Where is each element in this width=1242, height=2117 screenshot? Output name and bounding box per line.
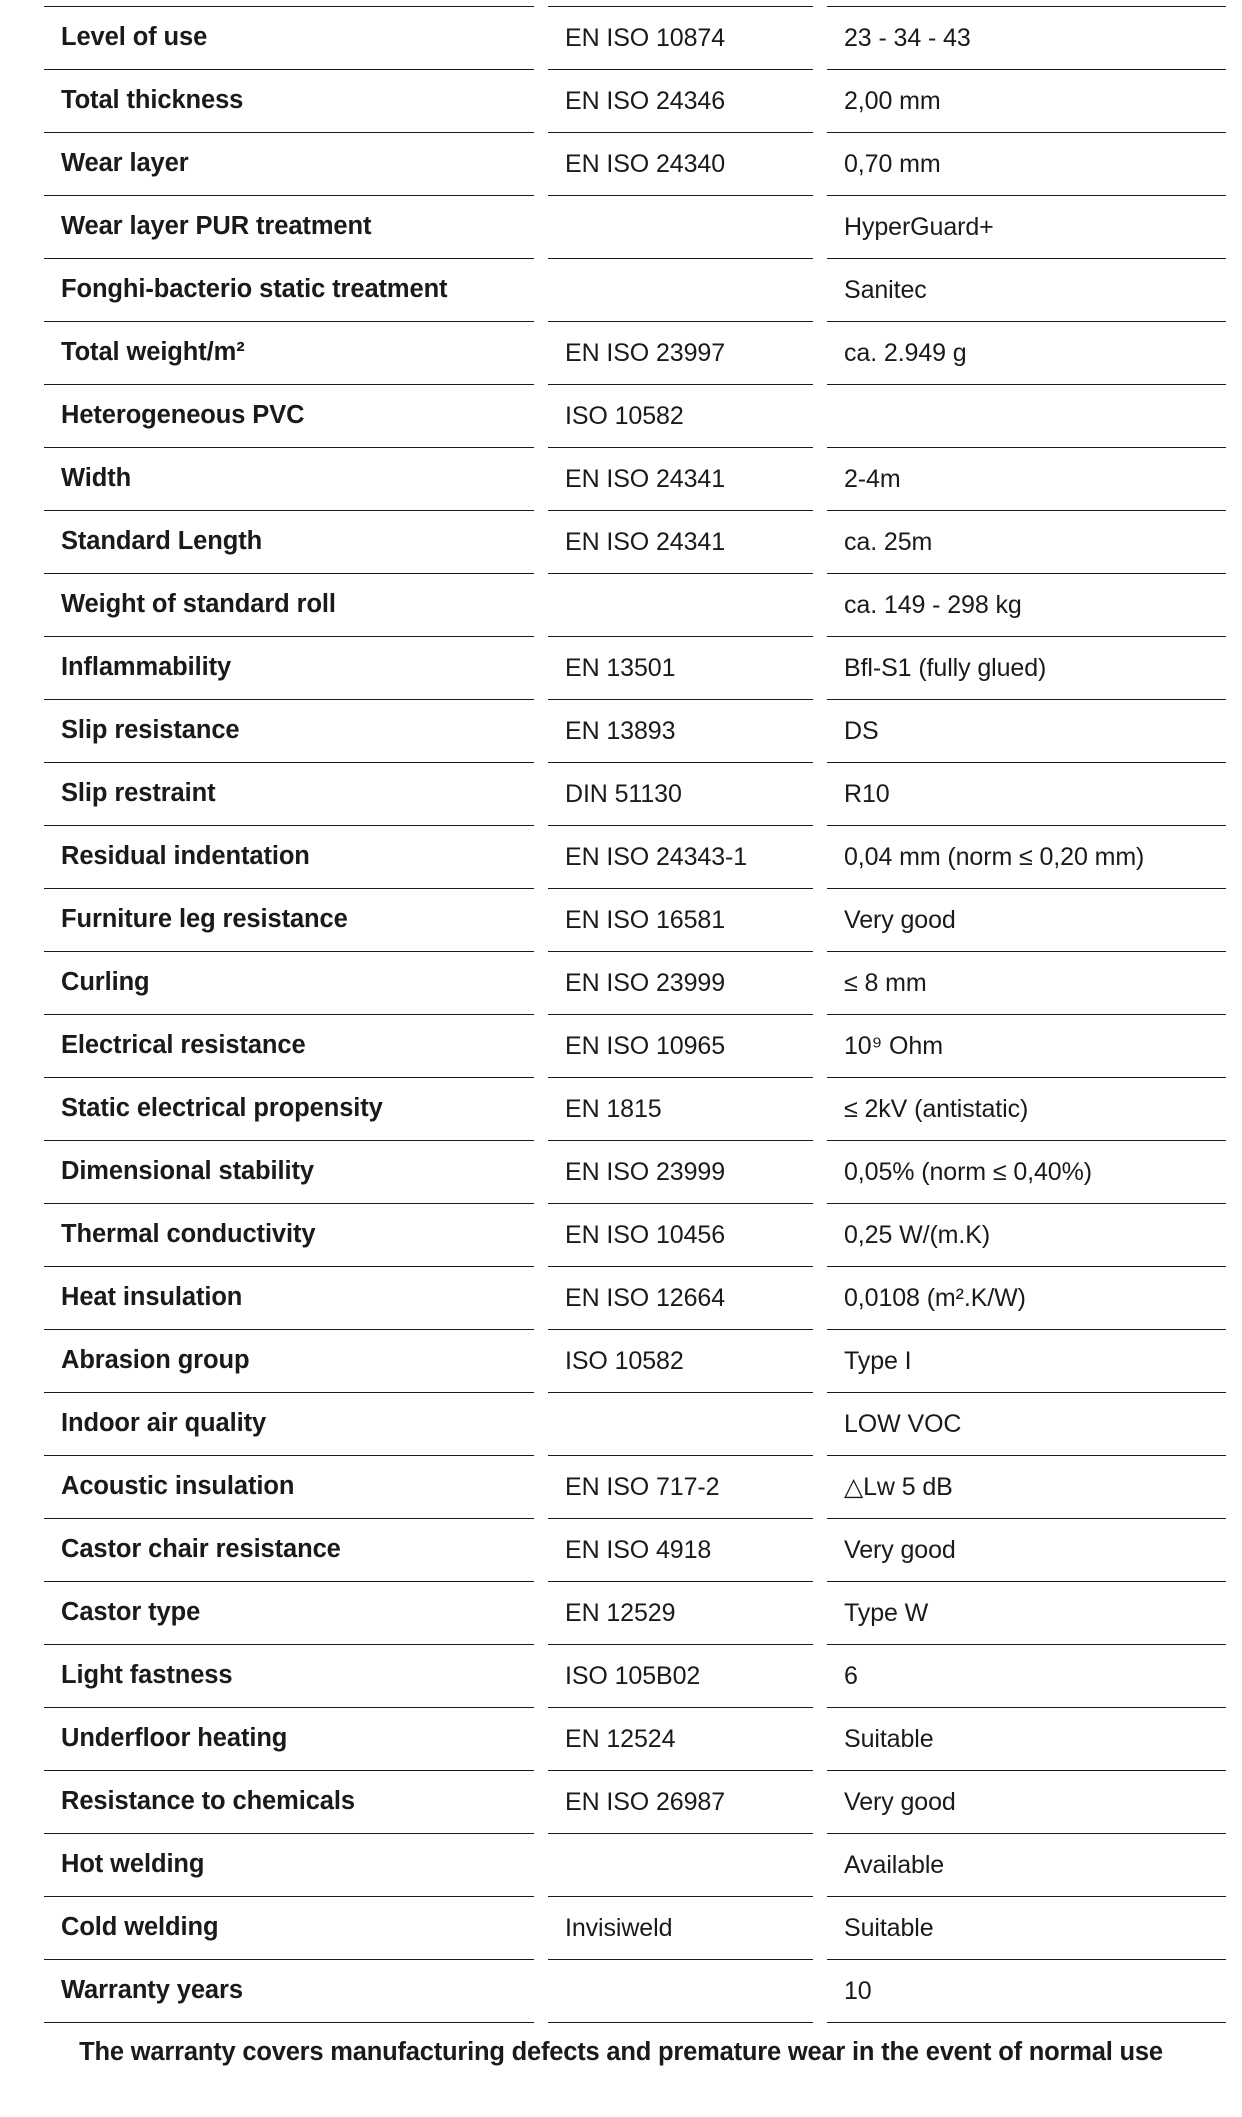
table-row bbox=[44, 7, 1226, 70]
value-cell bbox=[827, 1204, 1226, 1267]
value-cell bbox=[827, 763, 1226, 826]
property-name-cell-text: Inflammability bbox=[61, 653, 232, 682]
gutter bbox=[813, 7, 827, 70]
norm-cell bbox=[548, 826, 813, 889]
warranty-footnote: The warranty covers manufacturing defects and premature wear in the event of normal use bbox=[79, 2038, 1163, 2066]
gutter bbox=[534, 1708, 548, 1771]
gutter bbox=[534, 1141, 548, 1204]
table-row bbox=[44, 1834, 1226, 1897]
value-cell bbox=[827, 1960, 1226, 2023]
table-row bbox=[44, 826, 1226, 889]
property-name-cell-text: Acoustic insulation bbox=[61, 1472, 295, 1501]
table-row bbox=[44, 1897, 1226, 1960]
value-cell bbox=[827, 259, 1226, 322]
table-row bbox=[44, 511, 1226, 574]
table-row bbox=[44, 385, 1226, 448]
gutter bbox=[813, 1519, 827, 1582]
value-cell-text: ≤ 2kV (antistatic) bbox=[844, 1094, 1029, 1123]
property-name-cell bbox=[44, 322, 534, 385]
gutter bbox=[813, 763, 827, 826]
norm-cell-text: DIN 51130 bbox=[565, 779, 682, 808]
norm-cell-text: EN 12529 bbox=[565, 1598, 676, 1627]
value-cell bbox=[827, 1141, 1226, 1204]
norm-cell-text: EN 12524 bbox=[565, 1724, 676, 1753]
norm-cell bbox=[548, 574, 813, 637]
norm-cell bbox=[548, 1267, 813, 1330]
norm-cell bbox=[548, 637, 813, 700]
gutter bbox=[813, 1897, 827, 1960]
norm-cell bbox=[548, 1519, 813, 1582]
norm-cell-text: EN ISO 717-2 bbox=[565, 1472, 720, 1501]
property-name-cell-text: Castor type bbox=[61, 1598, 201, 1627]
value-cell bbox=[827, 889, 1226, 952]
gutter bbox=[534, 511, 548, 574]
property-name-cell bbox=[44, 700, 534, 763]
property-name-cell bbox=[44, 196, 534, 259]
table-row bbox=[44, 1141, 1226, 1204]
gutter bbox=[534, 7, 548, 70]
table-row bbox=[44, 1960, 1226, 2023]
value-cell bbox=[827, 70, 1226, 133]
norm-cell-text: EN 13893 bbox=[565, 716, 676, 745]
gutter bbox=[813, 1015, 827, 1078]
property-name-cell-text: Thermal conductivity bbox=[61, 1220, 316, 1249]
property-name-cell-text: Hot welding bbox=[61, 1850, 205, 1879]
value-cell bbox=[827, 1645, 1226, 1708]
property-name-cell-text: Fonghi-bacterio static treatment bbox=[61, 275, 448, 304]
norm-cell bbox=[548, 763, 813, 826]
property-name-cell-text: Weight of standard roll bbox=[61, 590, 336, 619]
property-name-cell-text: Warranty years bbox=[61, 1976, 243, 2005]
gutter bbox=[813, 1078, 827, 1141]
property-name-cell-text: Resistance to chemicals bbox=[61, 1787, 355, 1816]
value-cell-text: Very good bbox=[844, 1787, 956, 1816]
value-cell bbox=[827, 1078, 1226, 1141]
property-name-cell-text: Castor chair resistance bbox=[61, 1535, 341, 1564]
table-row bbox=[44, 196, 1226, 259]
gutter bbox=[813, 259, 827, 322]
gutter bbox=[534, 1393, 548, 1456]
gutter bbox=[813, 196, 827, 259]
property-name-cell bbox=[44, 574, 534, 637]
property-name-cell bbox=[44, 1078, 534, 1141]
norm-cell bbox=[548, 1330, 813, 1393]
norm-cell bbox=[548, 385, 813, 448]
value-cell bbox=[827, 448, 1226, 511]
property-name-cell bbox=[44, 637, 534, 700]
norm-cell bbox=[548, 7, 813, 70]
gutter bbox=[813, 889, 827, 952]
property-name-cell bbox=[44, 385, 534, 448]
property-name-cell-text: Standard Length bbox=[61, 527, 263, 556]
table-row bbox=[44, 574, 1226, 637]
norm-cell bbox=[548, 952, 813, 1015]
property-name-cell-text: Underfloor heating bbox=[61, 1724, 288, 1753]
value-cell bbox=[827, 133, 1226, 196]
norm-cell bbox=[548, 889, 813, 952]
gutter bbox=[534, 1456, 548, 1519]
norm-cell bbox=[548, 1708, 813, 1771]
norm-cell bbox=[548, 1645, 813, 1708]
gutter bbox=[534, 1897, 548, 1960]
gutter bbox=[813, 1582, 827, 1645]
gutter bbox=[534, 385, 548, 448]
value-cell bbox=[827, 1330, 1226, 1393]
norm-cell bbox=[548, 1078, 813, 1141]
property-name-cell bbox=[44, 1015, 534, 1078]
table-row bbox=[44, 322, 1226, 385]
property-name-cell bbox=[44, 1519, 534, 1582]
value-cell-text: ca. 2.949 g bbox=[844, 338, 967, 367]
norm-cell-text: EN ISO 4918 bbox=[565, 1535, 712, 1564]
norm-cell-text: EN ISO 10965 bbox=[565, 1031, 726, 1060]
gutter bbox=[534, 1078, 548, 1141]
value-cell bbox=[827, 511, 1226, 574]
value-cell-text: R10 bbox=[844, 779, 890, 808]
norm-cell bbox=[548, 1771, 813, 1834]
value-cell-text: ca. 149 - 298 kg bbox=[844, 590, 1022, 619]
property-name-cell bbox=[44, 1393, 534, 1456]
gutter bbox=[534, 259, 548, 322]
value-cell-text: 10⁹ Ohm bbox=[844, 1031, 943, 1060]
table-row bbox=[44, 1771, 1226, 1834]
gutter bbox=[534, 889, 548, 952]
value-cell bbox=[827, 1456, 1226, 1519]
norm-cell-text: EN ISO 24341 bbox=[565, 527, 726, 556]
property-name-cell-text: Total weight/m² bbox=[61, 338, 245, 367]
property-name-cell-text: Width bbox=[61, 464, 132, 493]
table-row bbox=[44, 1645, 1226, 1708]
gutter bbox=[534, 196, 548, 259]
value-cell bbox=[827, 1897, 1226, 1960]
property-name-cell bbox=[44, 70, 534, 133]
table-row bbox=[44, 952, 1226, 1015]
property-name-cell bbox=[44, 1645, 534, 1708]
norm-cell-text: EN ISO 24340 bbox=[565, 149, 726, 178]
property-name-cell bbox=[44, 1771, 534, 1834]
gutter bbox=[813, 700, 827, 763]
value-cell bbox=[827, 1015, 1226, 1078]
gutter bbox=[534, 133, 548, 196]
norm-cell bbox=[548, 322, 813, 385]
value-cell-text: 0,25 W/(m.K) bbox=[844, 1220, 991, 1249]
property-name-cell bbox=[44, 1141, 534, 1204]
property-name-cell bbox=[44, 259, 534, 322]
property-name-cell bbox=[44, 133, 534, 196]
property-name-cell-text: Static electrical propensity bbox=[61, 1094, 383, 1123]
table-row bbox=[44, 1393, 1226, 1456]
property-name-cell-text: Level of use bbox=[61, 23, 208, 52]
value-cell bbox=[827, 1708, 1226, 1771]
table-row bbox=[44, 1267, 1226, 1330]
property-name-cell-text: Furniture leg resistance bbox=[61, 905, 348, 934]
property-name-cell bbox=[44, 1456, 534, 1519]
value-cell bbox=[827, 1519, 1226, 1582]
property-name-cell bbox=[44, 1960, 534, 2023]
property-name-cell-text: Abrasion group bbox=[61, 1346, 250, 1375]
value-cell-text: 2-4m bbox=[844, 464, 901, 493]
property-name-cell bbox=[44, 7, 534, 70]
gutter bbox=[534, 322, 548, 385]
gutter bbox=[813, 1708, 827, 1771]
gutter bbox=[534, 1015, 548, 1078]
gutter bbox=[813, 637, 827, 700]
norm-cell-text: EN ISO 16581 bbox=[565, 905, 726, 934]
gutter bbox=[813, 574, 827, 637]
property-name-cell bbox=[44, 1204, 534, 1267]
value-cell bbox=[827, 1393, 1226, 1456]
value-cell-text: Very good bbox=[844, 905, 956, 934]
property-name-cell-text: Heterogeneous PVC bbox=[61, 401, 305, 430]
property-name-cell bbox=[44, 826, 534, 889]
gutter bbox=[813, 322, 827, 385]
gutter bbox=[813, 1267, 827, 1330]
table-row bbox=[44, 259, 1226, 322]
value-cell-text: Bfl-S1 (fully glued) bbox=[844, 653, 1047, 682]
property-name-cell bbox=[44, 952, 534, 1015]
norm-cell-text: EN ISO 23999 bbox=[565, 1157, 726, 1186]
value-cell bbox=[827, 7, 1226, 70]
table-row bbox=[44, 889, 1226, 952]
gutter bbox=[813, 70, 827, 133]
norm-cell-text: EN ISO 24341 bbox=[565, 464, 726, 493]
norm-cell-text: EN ISO 10456 bbox=[565, 1220, 726, 1249]
property-name-cell-text: Light fastness bbox=[61, 1661, 233, 1690]
value-cell bbox=[827, 385, 1226, 448]
table-row bbox=[44, 70, 1226, 133]
norm-cell-text: EN ISO 23997 bbox=[565, 338, 726, 367]
table-row bbox=[44, 1582, 1226, 1645]
value-cell-text: 0,04 mm (norm ≤ 0,20 mm) bbox=[844, 842, 1145, 871]
gutter bbox=[534, 637, 548, 700]
property-name-cell-text: Curling bbox=[61, 968, 150, 997]
property-name-cell-text: Slip restraint bbox=[61, 779, 216, 808]
value-cell-text: 10 bbox=[844, 1976, 872, 2005]
property-name-cell bbox=[44, 1267, 534, 1330]
gutter bbox=[534, 763, 548, 826]
value-cell-text: Very good bbox=[844, 1535, 956, 1564]
norm-cell bbox=[548, 259, 813, 322]
gutter bbox=[813, 1771, 827, 1834]
norm-cell bbox=[548, 511, 813, 574]
value-cell bbox=[827, 574, 1226, 637]
table-row bbox=[44, 637, 1226, 700]
table-row bbox=[44, 1078, 1226, 1141]
property-name-cell bbox=[44, 889, 534, 952]
property-name-cell-text: Cold welding bbox=[61, 1913, 219, 1942]
gutter bbox=[534, 1834, 548, 1897]
gutter bbox=[534, 952, 548, 1015]
value-cell-text: ≤ 8 mm bbox=[844, 968, 927, 997]
property-name-cell-text: Wear layer bbox=[61, 149, 189, 178]
property-name-cell-text: Dimensional stability bbox=[61, 1157, 314, 1186]
value-cell bbox=[827, 952, 1226, 1015]
norm-cell bbox=[548, 1960, 813, 2023]
gutter bbox=[813, 1456, 827, 1519]
table-row bbox=[44, 133, 1226, 196]
table-row bbox=[44, 1519, 1226, 1582]
gutter bbox=[534, 1582, 548, 1645]
gutter bbox=[534, 1267, 548, 1330]
property-name-cell bbox=[44, 448, 534, 511]
value-cell-text: ca. 25m bbox=[844, 527, 933, 556]
gutter bbox=[534, 1645, 548, 1708]
value-cell-text: DS bbox=[844, 716, 879, 745]
value-cell bbox=[827, 637, 1226, 700]
gutter bbox=[813, 1834, 827, 1897]
property-name-cell-text: Electrical resistance bbox=[61, 1031, 306, 1060]
gutter bbox=[813, 1960, 827, 2023]
norm-cell-text: EN 1815 bbox=[565, 1094, 662, 1123]
property-name-cell-text: Wear layer PUR treatment bbox=[61, 212, 372, 241]
value-cell-text: 2,00 mm bbox=[844, 86, 941, 115]
gutter bbox=[813, 448, 827, 511]
norm-cell-text: Invisiweld bbox=[565, 1913, 673, 1942]
gutter bbox=[813, 1204, 827, 1267]
value-cell-text: Suitable bbox=[844, 1913, 934, 1942]
norm-cell-text: EN ISO 24343-1 bbox=[565, 842, 748, 871]
property-name-cell-text: Total thickness bbox=[61, 86, 244, 115]
gutter bbox=[813, 1645, 827, 1708]
value-cell-text: 0,05% (norm ≤ 0,40%) bbox=[844, 1157, 1092, 1186]
value-cell bbox=[827, 700, 1226, 763]
gutter bbox=[534, 1330, 548, 1393]
property-name-cell bbox=[44, 1330, 534, 1393]
gutter bbox=[813, 826, 827, 889]
table-row bbox=[44, 1015, 1226, 1078]
table-row bbox=[44, 1330, 1226, 1393]
norm-cell bbox=[548, 1582, 813, 1645]
gutter bbox=[534, 574, 548, 637]
property-name-cell-text: Heat insulation bbox=[61, 1283, 243, 1312]
table-row bbox=[44, 1708, 1226, 1771]
norm-cell bbox=[548, 1204, 813, 1267]
gutter bbox=[534, 700, 548, 763]
value-cell-text: 6 bbox=[844, 1661, 858, 1690]
norm-cell-text: EN ISO 23999 bbox=[565, 968, 726, 997]
norm-cell bbox=[548, 700, 813, 763]
norm-cell bbox=[548, 1834, 813, 1897]
value-cell bbox=[827, 196, 1226, 259]
value-cell-text: Suitable bbox=[844, 1724, 934, 1753]
value-cell-text: Type I bbox=[844, 1346, 912, 1375]
table-row bbox=[44, 1204, 1226, 1267]
norm-cell bbox=[548, 1141, 813, 1204]
value-cell-text: 0,0108 (m².K/W) bbox=[844, 1283, 1026, 1312]
property-name-cell bbox=[44, 1582, 534, 1645]
value-cell bbox=[827, 1834, 1226, 1897]
property-name-cell bbox=[44, 1834, 534, 1897]
property-name-cell-text: Indoor air quality bbox=[61, 1409, 267, 1438]
norm-cell bbox=[548, 196, 813, 259]
value-cell-text: LOW VOC bbox=[844, 1409, 962, 1438]
norm-cell-text: ISO 105B02 bbox=[565, 1661, 701, 1690]
gutter bbox=[813, 511, 827, 574]
norm-cell-text: EN ISO 10874 bbox=[565, 23, 726, 52]
value-cell-text: 23 - 34 - 43 bbox=[844, 23, 971, 52]
table-row bbox=[44, 763, 1226, 826]
gutter bbox=[534, 70, 548, 133]
gutter bbox=[813, 1330, 827, 1393]
gutter bbox=[813, 952, 827, 1015]
norm-cell bbox=[548, 1897, 813, 1960]
value-cell bbox=[827, 826, 1226, 889]
norm-cell bbox=[548, 1456, 813, 1519]
table-body bbox=[44, 6, 1226, 2023]
gutter bbox=[534, 1771, 548, 1834]
property-name-cell-text: Slip resistance bbox=[61, 716, 240, 745]
specification-table bbox=[44, 6, 1226, 2023]
table-row bbox=[44, 448, 1226, 511]
table-row bbox=[44, 700, 1226, 763]
gutter bbox=[534, 448, 548, 511]
norm-cell bbox=[548, 70, 813, 133]
gutter bbox=[813, 385, 827, 448]
value-cell bbox=[827, 322, 1226, 385]
gutter bbox=[813, 1393, 827, 1456]
gutter bbox=[534, 1960, 548, 2023]
value-cell-text: △Lw 5 dB bbox=[844, 1472, 953, 1501]
gutter bbox=[813, 1141, 827, 1204]
gutter bbox=[534, 1519, 548, 1582]
norm-cell-text: EN ISO 26987 bbox=[565, 1787, 726, 1816]
norm-cell bbox=[548, 448, 813, 511]
norm-cell bbox=[548, 1015, 813, 1078]
norm-cell bbox=[548, 1393, 813, 1456]
value-cell-text: Available bbox=[844, 1850, 945, 1879]
norm-cell-text: ISO 10582 bbox=[565, 401, 684, 430]
norm-cell bbox=[548, 133, 813, 196]
norm-cell-text: EN ISO 24346 bbox=[565, 86, 726, 115]
property-name-cell bbox=[44, 1897, 534, 1960]
value-cell bbox=[827, 1267, 1226, 1330]
property-name-cell bbox=[44, 763, 534, 826]
property-name-cell bbox=[44, 1708, 534, 1771]
norm-cell-text: ISO 10582 bbox=[565, 1346, 684, 1375]
gutter bbox=[534, 1204, 548, 1267]
value-cell-text: HyperGuard+ bbox=[844, 212, 994, 241]
value-cell bbox=[827, 1771, 1226, 1834]
value-cell-text: 0,70 mm bbox=[844, 149, 941, 178]
value-cell bbox=[827, 1582, 1226, 1645]
norm-cell-text: EN 13501 bbox=[565, 653, 676, 682]
table-row bbox=[44, 1456, 1226, 1519]
norm-cell-text: EN ISO 12664 bbox=[565, 1283, 726, 1312]
property-name-cell-text: Residual indentation bbox=[61, 842, 310, 871]
gutter bbox=[534, 826, 548, 889]
gutter bbox=[813, 133, 827, 196]
property-name-cell bbox=[44, 511, 534, 574]
value-cell-text: Sanitec bbox=[844, 275, 927, 304]
value-cell-text: Type W bbox=[844, 1598, 929, 1627]
